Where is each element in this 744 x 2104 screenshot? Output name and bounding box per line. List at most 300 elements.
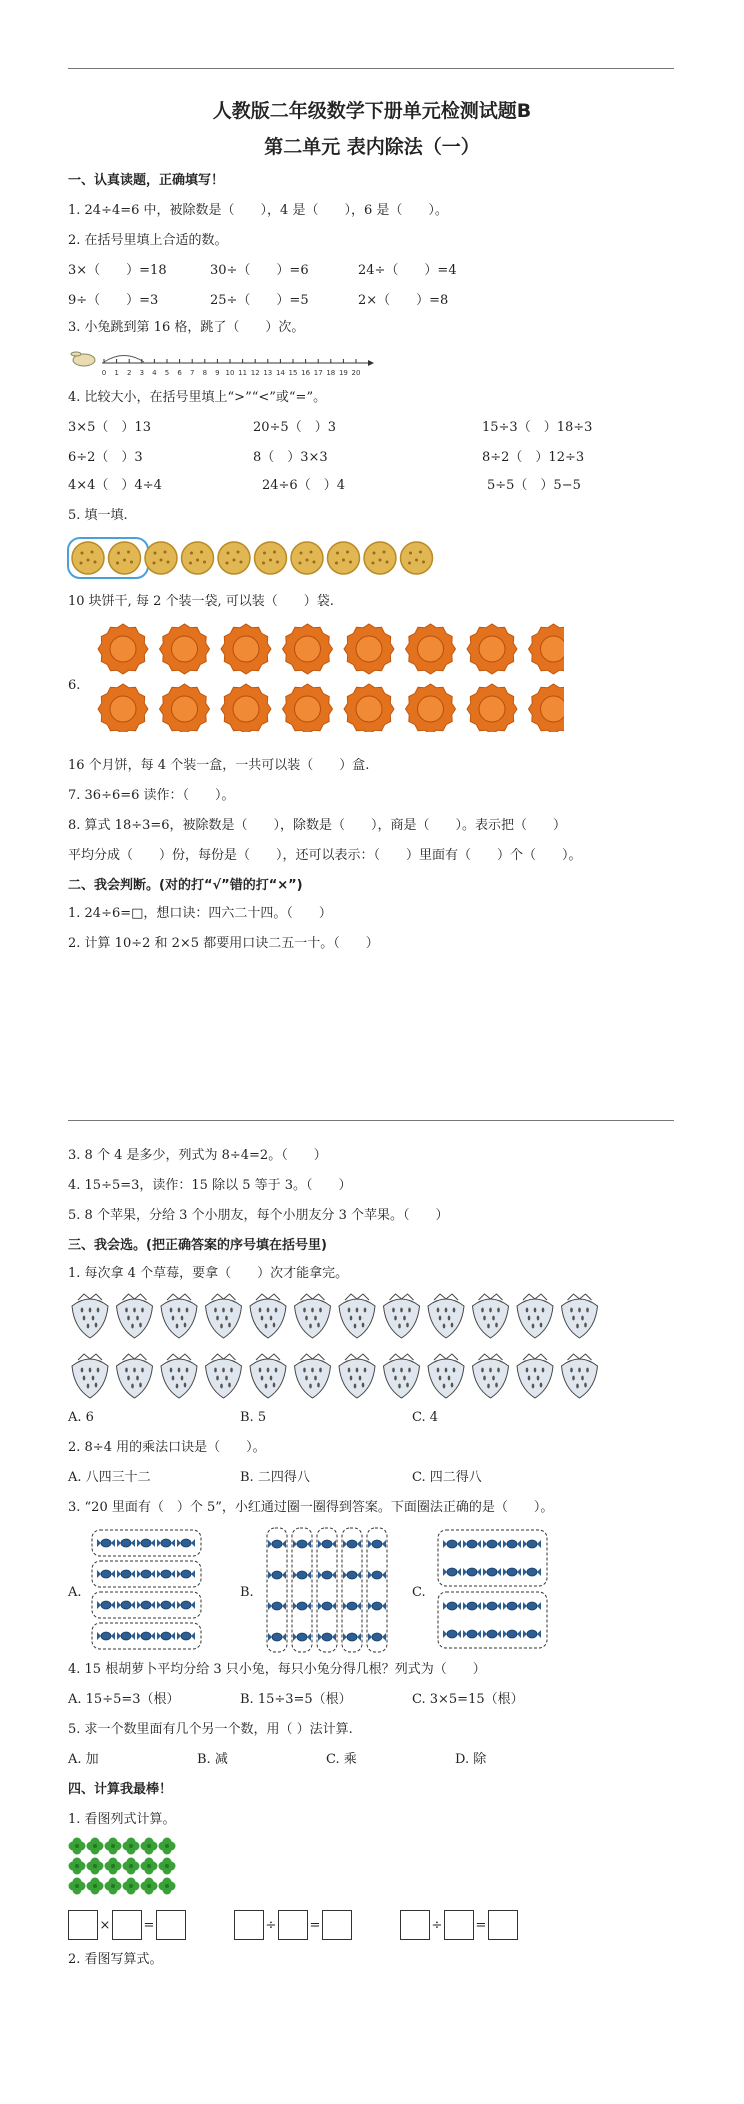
candy-icon [467,1540,477,1548]
strawberry-seed [265,1324,268,1329]
strawberry-seed [586,1368,589,1373]
candy-wrapper [151,1570,155,1578]
candy-wrapper [357,1602,361,1610]
candy-wrapper [517,1602,521,1610]
strawberry-seed [489,1308,492,1313]
candy-icon [181,1601,191,1609]
strawberry-leaf [390,1294,414,1300]
candy-wrapper [368,1633,372,1641]
candy-wrapper [368,1571,372,1579]
clover-icon [165,1884,169,1888]
candy-icon [347,1633,357,1641]
strawberry-seed [87,1384,90,1389]
strawberry-seed [131,1324,134,1329]
cookie-dot [276,561,279,564]
strawberry-icon [72,1299,108,1338]
candy-icon [101,1632,111,1640]
candy-wrapper [191,1601,195,1609]
candy-wrapper [191,1570,195,1578]
answer-box[interactable] [156,1910,186,1940]
candy-wrapper [111,1570,115,1578]
strawberry-seed [445,1368,448,1373]
cookie-dot [196,559,199,562]
compare-item: 20÷5（ ）3 [253,420,336,435]
candy-wrapper [537,1568,541,1576]
strawberry-seed [319,1308,322,1313]
strawberry-seed [261,1316,264,1321]
cookie-dot [422,561,425,564]
candy-wrapper [268,1571,272,1579]
clover-icon [75,1864,79,1868]
strawberry-seed [265,1384,268,1389]
candy-wrapper [443,1540,447,1548]
strawberry-seed [184,1323,187,1328]
strawberry-icon [250,1359,286,1398]
strawberry-seed [528,1316,531,1321]
mooncake-center [479,696,505,722]
clover-icon [165,1864,169,1868]
strawberry-seed [492,1316,495,1321]
cookie-dot [408,562,411,565]
equation-multiply [68,1910,186,1940]
strawberry-seed [394,1316,397,1321]
compare-item: 4×4（ ）4÷4 [68,478,162,493]
strawberry-seed [439,1316,442,1321]
strawberry-seed [576,1384,579,1389]
strawberry-seed [95,1383,98,1388]
mooncake-center [110,636,136,662]
tick-label: 18 [326,369,336,377]
strawberry-seed [540,1323,543,1328]
tick-label: 13 [263,369,273,377]
q3-2-option: B. 二四得八 [240,1470,310,1485]
strawberry-seed [540,1383,543,1388]
q3-2-option: C. 四二得八 [412,1470,482,1485]
candy-wrapper [111,1601,115,1609]
q2-5: 5. 8 个苹果，分给 3 个小朋友，每个小朋友分 3 个苹果。（ ） [68,1208,449,1223]
tick-label: 12 [250,369,260,377]
strawberry-seed [181,1376,184,1381]
candy-icon [372,1602,382,1610]
strawberry-leaf [345,1354,369,1360]
answer-box[interactable] [488,1910,518,1940]
candy-wrapper [282,1602,286,1610]
strawberry-seed [451,1323,454,1328]
candy-wrapper [137,1570,141,1578]
tick-label: 0 [101,369,107,377]
candy-wrapper [332,1540,336,1548]
strawberry-seed [92,1316,95,1321]
candy-wrapper [97,1570,101,1578]
strawberry-seed [398,1384,401,1389]
q3-3-label-c: C. [412,1585,426,1600]
number-line [68,345,388,379]
strawberry-seed [275,1368,278,1373]
candy-icon [121,1601,131,1609]
strawberry-seed [139,1323,142,1328]
candy-wrapper [537,1602,541,1610]
strawberry-seed [394,1376,397,1381]
strawberry-seed [225,1316,228,1321]
tick-label: 16 [301,369,311,377]
strawberry-leaf [568,1354,592,1360]
candy-wrapper [318,1633,322,1641]
candy-wrapper [343,1602,347,1610]
candy-wrapper [463,1540,467,1548]
candy-wrapper [282,1633,286,1641]
tick-label: 3 [139,369,145,377]
strawberry-leaf [523,1354,547,1360]
section4-heading: 四、计算我最棒！ [68,1782,173,1797]
candy-wrapper [537,1540,541,1548]
answer-box[interactable] [112,1910,142,1940]
strawberry-seed [303,1368,306,1373]
strawberry-seed [305,1376,308,1381]
strawberry-seed [89,1368,92,1373]
q3-1-option: C. 4 [412,1410,439,1425]
strawberry-seed [172,1316,175,1321]
q1-2: 2. 在括号里填上合适的数。 [68,233,228,248]
candy-icon [121,1539,131,1547]
strawberry-seed [495,1323,498,1328]
strawberry-seed [350,1376,353,1381]
candy-icon [161,1632,171,1640]
cookie-dot [87,559,90,562]
candy-wrapper [497,1540,501,1548]
strawberry-seed [270,1316,273,1321]
strawberry-seed [222,1308,225,1313]
candy-wrapper [307,1602,311,1610]
q1-8-line1: 8. 算式 18÷3=6，被除数是（ ），除数是（ ），商是（ ）。表示把（ ） [68,818,567,833]
answer-box[interactable] [278,1910,308,1940]
candy-wrapper [523,1568,527,1576]
strawberry-seed [170,1308,173,1313]
strawberry-seed [481,1308,484,1313]
strawberry-seed [400,1368,403,1373]
strawberry-icon [295,1359,331,1398]
tick-label: 5 [164,369,170,377]
candy-wrapper [463,1602,467,1610]
strawberry-seed [526,1308,529,1313]
candy-icon [372,1540,382,1548]
candy-wrapper [382,1633,386,1641]
mooncake-center [418,696,444,722]
candy-wrapper [282,1571,286,1579]
candy-wrapper [157,1539,161,1547]
strawberry-leaf [78,1354,102,1360]
q1-6-text: 16 个月饼，每 4 个装一盒，一共可以装（ ）盒. [68,758,370,773]
strawberry-seed [532,1324,535,1329]
candy-wrapper [483,1540,487,1548]
cookie-dot [200,551,203,554]
compare-item: 5÷5（ ）5−5 [487,478,581,493]
strawberry-seed [354,1324,357,1329]
strawberry-seed [392,1308,395,1313]
strawberry-seed [81,1308,84,1313]
strawberry-seed [273,1383,276,1388]
strawberry-seed [439,1376,442,1381]
candy-wrapper [131,1570,135,1578]
strawberry-seed [403,1316,406,1321]
strawberry-seed [359,1316,362,1321]
candy-wrapper [357,1540,361,1548]
candy-wrapper [117,1632,121,1640]
candy-icon [467,1630,477,1638]
candy-wrapper [503,1630,507,1638]
strawberry-leaf [123,1354,147,1360]
cookies-image [66,536,446,580]
candy-wrapper [117,1539,121,1547]
strawberry-seed [400,1308,403,1313]
strawberry-icon [517,1359,553,1398]
candy-wrapper [171,1601,175,1609]
candy-wrapper [343,1571,347,1579]
strawberry-seed [181,1316,184,1321]
candy-icon [467,1602,477,1610]
candy-wrapper [332,1571,336,1579]
cookie-dot [80,562,83,565]
q3-2-option: A. 八四三十二 [68,1470,151,1485]
strawberry-icon [339,1359,375,1398]
section2-heading: 二、我会判断。(对的打“√”错的打“×”) [68,878,303,893]
candy-wrapper [537,1630,541,1638]
candy-wrapper [191,1539,195,1547]
candy-icon [527,1540,537,1548]
number-line-arrow [368,360,374,366]
mooncake-center [295,636,321,662]
candy-wrapper [131,1601,135,1609]
strawberry-leaf [256,1354,280,1360]
candy-wrapper [382,1540,386,1548]
q1-1: 1. 24÷4=6 中，被除数是（ ），4 是（ ），6 是（ ）。 [68,203,448,218]
tick-label: 2 [126,369,132,377]
page-subtitle: 第二单元 表内除法（一） [264,136,480,158]
strawberry-seed [184,1383,187,1388]
section1-heading: 一、认真读题，正确填写！ [68,173,225,188]
candy-wrapper [111,1539,115,1547]
strawberry-seed [348,1308,351,1313]
strawberry-leaf [123,1294,147,1300]
candy-icon [487,1540,497,1548]
candy-wrapper [503,1568,507,1576]
strawberry-seed [170,1368,173,1373]
cookie-dot [240,561,243,564]
mooncake-center [541,696,565,722]
strawberry-seed [497,1308,500,1313]
candy-icon [272,1633,282,1641]
candy-wrapper [97,1539,101,1547]
strawberry-seed [489,1368,492,1373]
candy-wrapper [171,1570,175,1578]
candy-icon [527,1602,537,1610]
clover-icon [129,1864,133,1868]
strawberry-seed [443,1324,446,1329]
clover-icon [93,1844,97,1848]
strawberry-seed [437,1368,440,1373]
candy-wrapper [443,1568,447,1576]
strawberry-seed [572,1376,575,1381]
strawberry-icon [206,1299,242,1338]
candy-icon [507,1602,517,1610]
candy-icon [487,1602,497,1610]
strawberry-icon [473,1359,509,1398]
tick-label: 7 [189,369,195,377]
q3-3-label-b: B. [240,1585,254,1600]
cookie-dot [189,562,192,565]
answer-box[interactable] [444,1910,474,1940]
strawberry-seed [408,1308,411,1313]
strawberry-seed [359,1376,362,1381]
strawberry-icon [161,1359,197,1398]
strawberry-leaf [301,1354,325,1360]
candy-wrapper [463,1568,467,1576]
top-rule [68,68,674,69]
cookie-dot [130,561,133,564]
strawberry-seed [127,1376,130,1381]
strawberry-seed [348,1368,351,1373]
strawberry-seed [228,1383,231,1388]
strawberry-seed [97,1308,100,1313]
candy-wrapper [457,1568,461,1576]
strawberry-seed [317,1323,320,1328]
strawberry-seed [483,1316,486,1321]
clover-icon [75,1884,79,1888]
strawberry-seed [495,1383,498,1388]
q2-4: 4. 15÷5=3，读作：15 除以 5 等于 3。（ ） [68,1178,352,1193]
strawberry-seed [259,1368,262,1373]
candy-icon [297,1540,307,1548]
answer-box[interactable] [322,1910,352,1940]
rabbit-ear [71,352,81,356]
answer-box[interactable] [234,1910,264,1940]
strawberry-seed [481,1368,484,1373]
candy-wrapper [457,1630,461,1638]
strawberry-seed [534,1368,537,1373]
strawberry-seed [314,1316,317,1321]
strawberry-seed [542,1308,545,1313]
candy-icon [487,1630,497,1638]
candy-icon [347,1602,357,1610]
strawberry-seed [230,1368,233,1373]
candy-icon [181,1539,191,1547]
strawberry-seed [584,1323,587,1328]
candy-wrapper [177,1570,181,1578]
candy-icon [141,1539,151,1547]
strawberry-leaf [523,1294,547,1300]
strawberry-seed [176,1324,179,1329]
strawberry-seed [532,1384,535,1389]
candy-wrapper [503,1602,507,1610]
strawberry-seed [186,1368,189,1373]
strawberry-seed [267,1368,270,1373]
candy-icon [447,1540,457,1548]
tick-label: 11 [238,369,248,377]
strawberry-seed [572,1316,575,1321]
mooncake-center [356,636,382,662]
candy-wrapper [318,1540,322,1548]
equation-divide [400,1910,518,1940]
tick-label: 14 [275,369,285,377]
candy-wrapper [382,1571,386,1579]
strawberry-icon [161,1299,197,1338]
cookie-icon [364,542,396,574]
mooncake-center [172,696,198,722]
cookie-dot [94,561,97,564]
page-title: 人教版二年级数学下册单元检测试题B [212,100,532,122]
strawberry-seed [448,1316,451,1321]
strawberry-seed [125,1308,128,1313]
candy-icon [372,1633,382,1641]
times-sign: × [99,1917,111,1933]
strawberry-seed [136,1376,139,1381]
candy-wrapper [137,1601,141,1609]
candy-wrapper [151,1632,155,1640]
answer-box[interactable] [68,1910,98,1940]
strawberry-seed [526,1368,529,1373]
cookie-dot [419,551,422,554]
strawberry-leaf [390,1354,414,1360]
strawberry-seed [131,1384,134,1389]
strawberry-seed [261,1376,264,1381]
candy-icon [507,1568,517,1576]
circle-group [438,1592,547,1648]
mooncake-center [110,696,136,722]
clover-icon [147,1844,151,1848]
q1-2-eq: 30÷（ ）=6 [210,263,309,278]
strawberry-leaf [167,1354,191,1360]
strawberry-seed [453,1368,456,1373]
cookie-dot [349,561,352,564]
cookie-icon [72,542,104,574]
candy-icon [141,1570,151,1578]
strawberry-seed [220,1384,223,1389]
q3-4-option: A. 15÷5=3（根） [68,1692,180,1707]
strawberry-seed [136,1316,139,1321]
strawberry-icon [428,1359,464,1398]
strawberry-icon [517,1299,553,1338]
strawberry-icon [384,1299,420,1338]
strawberry-seed [178,1308,181,1313]
strawberry-seed [267,1308,270,1313]
candy-wrapper [117,1570,121,1578]
candy-wrapper [318,1602,322,1610]
clover-icon [111,1844,115,1848]
candy-wrapper [171,1539,175,1547]
answer-box[interactable] [400,1910,430,1940]
candy-wrapper [357,1633,361,1641]
candy-icon [527,1568,537,1576]
cookie-dot [372,562,375,565]
cookie-dot [306,559,309,562]
cookie-dot [160,559,163,562]
mooncake-center [233,636,259,662]
cookie-dot [116,562,119,565]
candy-wrapper [332,1602,336,1610]
candy-icon [347,1540,357,1548]
cookie-dot [203,561,206,564]
strawberry-seed [305,1316,308,1321]
strawberry-seed [125,1368,128,1373]
strawberries-image [70,1292,620,1402]
strawberry-seed [139,1383,142,1388]
q3-1: 1. 每次拿 4 个草莓，要拿（ ）次才能拿完。 [68,1266,349,1281]
candy-icon [297,1571,307,1579]
candy-wrapper [368,1602,372,1610]
strawberry-leaf [167,1294,191,1300]
candy-wrapper [293,1602,297,1610]
strawberry-seed [487,1324,490,1329]
candy-wrapper [151,1601,155,1609]
